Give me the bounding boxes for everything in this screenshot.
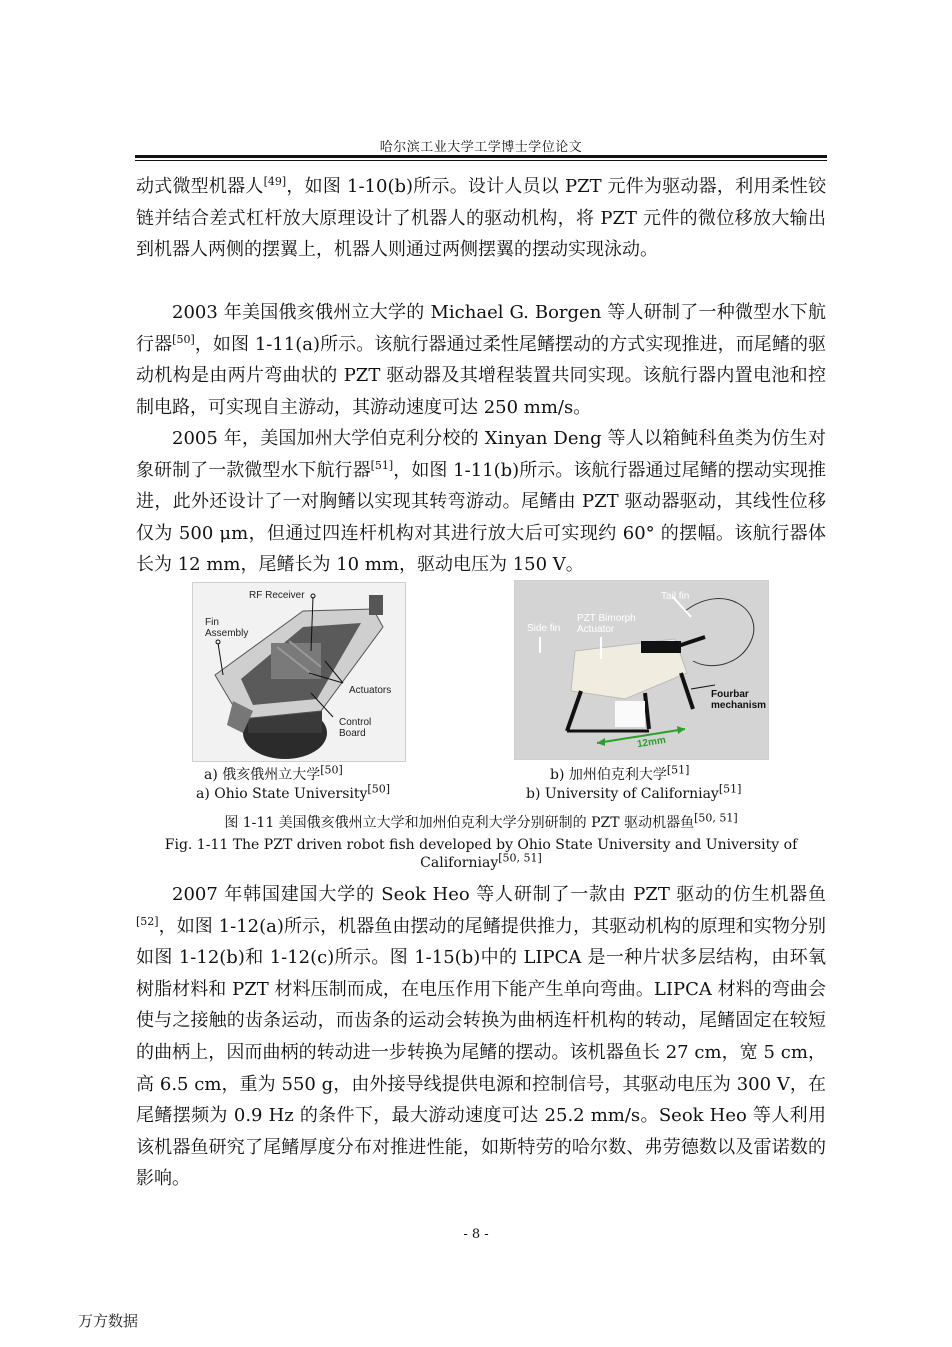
paragraph-4: 2007 年韩国建国大学的 Seok Heo 等人研制了一款由 PZT 驱动的仿生机器鱼[52]，如图 1-12(a)所示，机器鱼由摆动的尾鳍提供推力，其驱动机构的原理和实物分别如图 1-12(b)和 1-12(c)所示。图 1-15(b)中的 LIPCA 是一种片状多层结构，由环氧树脂材料和 PZT 材料压制而成，在电压作用下能产生单向弯曲。LIPCA 材料的弯曲会使与之接触的齿条运动，而齿条的运动会转换为曲柄连杆机构的转动，尾鳍固定在较短的曲柄上，因而曲柄的转动进一步转换为尾鳍的摆动。该机器鱼长 27 cm，宽 5 cm，高 6.5 cm，重为 550 g，由外接导线提供电源和控制信号，其驱动电压为 300 V，在尾鳍摆频为 0.9 Hz 的条件下，最大游动速度可达 25.2 mm/s。Seok Heo 等人利用该机器鱼研究了尾鳍厚度分布对推进性能，如斯特劳的哈尔数、弗劳德数以及雷诺数的影响。 [136, 884, 826, 1190]
label-12mm: 12mm [636, 734, 667, 751]
subcaption-a-en: a) Ohio State University[50] [196, 782, 391, 802]
label-actuators: Actuators [349, 685, 392, 696]
figure-caption-en-line1: Fig. 1-11 The PZT driven robot fish developed by Ohio State University and University of [164, 837, 798, 853]
berkeley-robot-fish-photo [515, 581, 768, 759]
page-number: - 8 - [463, 1227, 489, 1242]
label-rf-receiver: RF Receiver [249, 590, 305, 601]
paragraph-2: 2003 年美国俄亥俄州立大学的 Michael G. Borgen 等人研制了一种微型水下航行器[50]，如图 1-11(a)所示。该航行器通过柔性尾鳍摆动的方式实现推进，而尾鳍的驱动机构是由两片弯曲状的 PZT 驱动器及其增程装置共同实现。该航行器内置电池和控制电路，可实现自主游动，其游动速度可达 250 mm/s。 [136, 302, 827, 418]
subcaption-a-cn: a) 俄亥俄州立大学[50] [204, 763, 343, 783]
label-pzt-bimorph-actuator: PZT Bimorph Actuator [577, 613, 636, 635]
subcaption-b-en: b) University of Californiay[51] [526, 782, 742, 802]
subcaption-b-cn: b) 加州伯克利大学[51] [550, 763, 690, 783]
label-tail-fin: Tail fin [661, 591, 690, 602]
figure-caption-cn: 图 1-11 美国俄亥俄州立大学和加州伯克利大学分别研制的 PZT 驱动机器鱼[50, 51] [224, 811, 738, 831]
paragraph-1: 动式微型机器人[49]，如图 1-10(b)所示。设计人员以 PZT 元件为驱动器，利用柔性铰链并结合差式杠杆放大原理设计了机器人的驱动机构，将 PZT 元件的微位移放大输出到机器人两侧的摆翼上，机器人则通过两侧摆翼的摆动实现泳动。 [136, 175, 827, 261]
label-fin-assembly: Fin Assembly [205, 617, 249, 639]
figure-a-image [192, 582, 406, 762]
figure-caption-en-line2: Californiay[50, 51] [420, 851, 542, 871]
running-header: 哈尔滨工业大学工学博士学位论文 [379, 140, 583, 155]
label-control-board: Control Board [339, 717, 372, 739]
watermark: 万方数据 [78, 1312, 139, 1330]
figure-b-image [514, 580, 769, 760]
header-rule-thick [135, 155, 827, 158]
label-side-fin: Side fin [527, 623, 561, 634]
paragraph-3: 2005 年，美国加州大学伯克利分校的 Xinyan Deng 等人以箱鲀科鱼类为仿生对象研制了一款微型水下航行器[51]，如图 1-11(b)所示。该航行器通过尾鳍的摆动实现推进，此外还设计了一对胸鳍以实现其转弯游动。尾鳍由 PZT 驱动器驱动，其线性位移仅为 500 μm，但通过四连杆机构对其进行放大后可实现约 60° 的摆幅。该航行器体长为 12 mm，尾鳍长为 10 mm，驱动电压为 150 V。 [136, 428, 826, 576]
ohio-robot-fish-photo [193, 583, 405, 761]
label-fourbar-mechanism: Fourbar mechanism [711, 689, 767, 711]
header-rule-thin [135, 160, 827, 161]
